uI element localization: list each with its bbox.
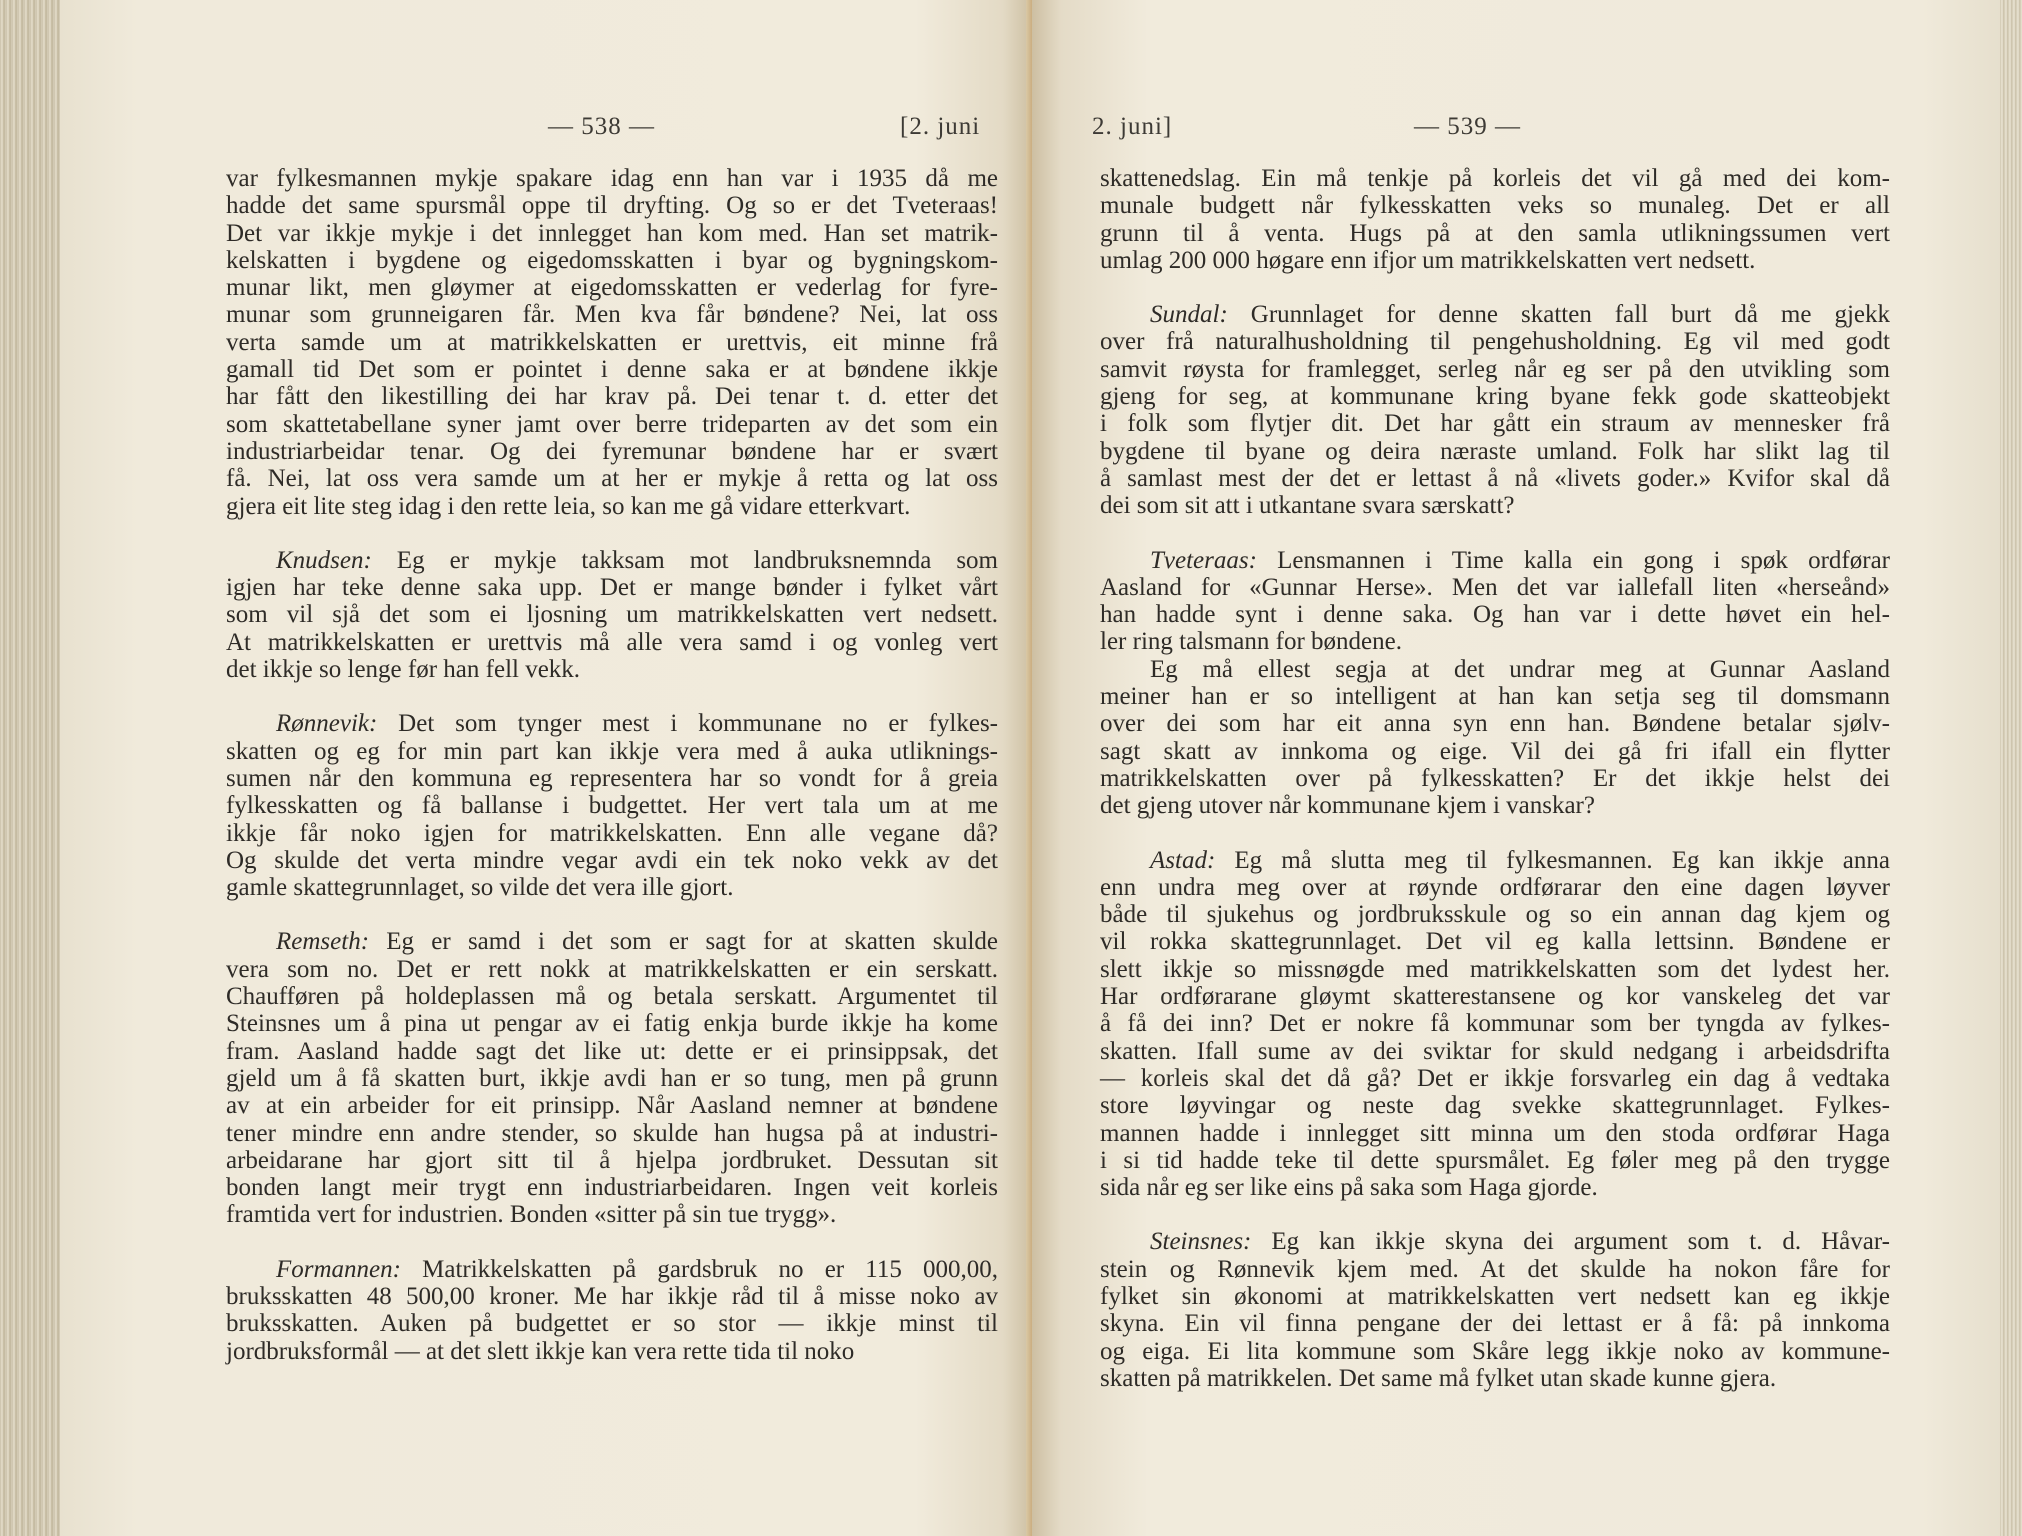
text-line: fylkesskatten og få ballanse i budgettet. Her vert tala um at me [226, 792, 998, 820]
text-line: i si tid hadde teke til dette spursmålet. Eg føler meg på den trygge [1100, 1146, 1890, 1174]
text-line: skatten og eg for min part kan ikkje vera med å auka utliknings- [226, 737, 998, 765]
text-line: dei som sit att i utkantane svara særskatt? [1100, 492, 1515, 520]
text-line: Og skulde det verta mindre vegar avdi ein tek noko vekk av det [226, 846, 998, 874]
text-line: fylket sin økonomi at matrikkelskatten vert nedsett kan eg ikkje [1100, 1282, 1890, 1310]
text-line: meiner han er so intelligent at han kan setja seg til domsmann [1100, 683, 1890, 711]
text-line: å få dei inn? Det er nokre få kommunar som ber tyngda av fylkes- [1100, 1010, 1890, 1038]
text-line: fram. Aasland hadde sagt det like ut: dette er ei prinsippsak, det [226, 1037, 998, 1065]
text-line: bruksskatten. Auken på budgettet er so stor — ikkje minst til [226, 1310, 998, 1338]
right-page-date: 2. juni] [1092, 113, 1173, 140]
text-line: vil rokka skattegrunnlaget. Det vil eg kalla lettsinn. Bøndene er [1100, 928, 1890, 956]
text-line: mannen hadde i innlegget sitt minna um den stoda ordførar Haga [1100, 1119, 1890, 1147]
text-line: samvit røysta for framlegget, serleg når eg ser på den utvikling som [1100, 355, 1890, 383]
speaker-name: Formannen: [276, 1255, 401, 1283]
text-line: han hadde synt i denne saka. Og han var i dette høvet ein hel- [1100, 601, 1890, 629]
text-line: umlag 200 000 høgare enn ifjor um matrikkelskatten vert nedsett. [1100, 246, 1756, 274]
text-line: industriarbeidar tenar. Og dei fyremunar bøndene har er svært [226, 437, 998, 465]
text-line: arbeidarane har gjort sitt til å hjelpa jordbruket. Dessutan sit [226, 1146, 998, 1174]
text-line: bonden langt meir trygt enn industriarbeidaren. Ingen veit korleis [226, 1174, 998, 1202]
text-line: har fått den likestilling dei har krav på. Dei tenar t. d. etter det [226, 383, 998, 411]
text-line: verta samde um at matrikkelskatten er urettvis, eit minne frå [226, 328, 998, 356]
text-line: stein og Rønnevik kjem med. At det skulde ha nokon fåre for [1100, 1255, 1890, 1283]
text-line: gamle skattegrunnlaget, so vilde det vera ille gjort. [226, 874, 734, 902]
paragraph [226, 547, 998, 683]
text-line: skatten. Ifall sume av dei sviktar for skuld nedgang i arbeidsdrifta [1100, 1037, 1890, 1065]
text-line: gjera eit lite steg idag i den rette leia, so kan me gå vidare etterkvart. [226, 492, 911, 520]
text-line [226, 710, 998, 737]
text-line: som skattetabellane syner jamt over berre trideparten av det som ein [226, 410, 998, 438]
text-line: i folk som flytjer dit. Det har gått ein straum av mennesker frå [1100, 410, 1890, 438]
speaker-name: Astad: [1150, 846, 1216, 874]
speaker-name: Steinsnes: [1150, 1228, 1252, 1256]
text-line: igjen har teke denne saka upp. Det er mange bønder i fylket vårt [226, 574, 998, 602]
text-line: Chaufføren på holdeplassen må og betala serskatt. Argumentet til [226, 983, 998, 1011]
text-line [226, 547, 998, 574]
speech-text: Eg er samd i det som er sagt for at skatten skulde [369, 928, 998, 956]
paragraph [226, 928, 998, 1228]
speaker-name: Tveteraas: [1150, 546, 1257, 574]
left-page [60, 0, 1032, 1536]
text-line [226, 1256, 998, 1283]
right-page-number: — 539 — [1414, 113, 1521, 140]
text-line: Steinsnes um å pina ut pengar av ei fatig enkja burde ikkje ha kome [226, 1010, 998, 1038]
speaker-name: Remseth: [276, 928, 370, 956]
text-line: Aasland for «Gunnar Herse». Men det var iallefall liten «herseånd» [1100, 573, 1890, 601]
text-line: kelskatten i bygdene og eigedomsskatten i byar og bygningskom- [226, 246, 998, 274]
paragraph [1100, 301, 1890, 519]
speech-text: Matrikkelskatten på gardsbruk no er 115 000,00, [400, 1255, 998, 1283]
left-page-date: [2. juni [900, 113, 981, 140]
text-line [1100, 301, 1890, 328]
right-page-body [1100, 165, 1890, 1392]
speaker-name: Sundal: [1150, 301, 1228, 329]
text-line: munar likt, men gløymer at eigedomsskatten er vederlag for fyre- [226, 274, 998, 302]
paragraph [1100, 847, 1890, 1202]
text-line [1100, 847, 1890, 874]
text-line: av at ein arbeider for eit prinsipp. Når Aasland nemner at bøndene [226, 1092, 998, 1120]
text-line: det ikkje so lenge før han fell vekk. [226, 656, 581, 684]
text-line: skattenedslag. Ein må tenkje på korleis det vil gå med dei kom- [1100, 165, 1890, 192]
text-line: skyna. Ein vil finna pengane der dei lettast er å få: på innkoma [1100, 1310, 1890, 1338]
paragraph [1100, 165, 1890, 274]
text-line: store løyvingar og neste dag svekke skattegrunnlaget. Fylkes- [1100, 1092, 1890, 1120]
paragraph [1100, 547, 1890, 656]
text-line [1100, 1228, 1890, 1255]
text-line: gamall tid Det som er pointet i denne saka er at bøndene ikkje [226, 356, 998, 384]
text-line: over frå naturalhusholdning til pengehusholdning. Eg vil med godt [1100, 328, 1890, 356]
left-page-number: — 538 — [548, 113, 655, 140]
text-line: At matrikkelskatten er urettvis må alle vera samd i og vonleg vert [226, 628, 998, 656]
text-line: grunn til å venta. Hugs på at den samla utlikningssumen vert [1100, 219, 1890, 247]
speaker-name: Knudsen: [276, 546, 372, 574]
speech-text: Lensmannen i Time kalla ein gong i spøk ordførar [1256, 546, 1890, 574]
text-line: Eg må ellest segja at det undrar meg at Gunnar Aasland [1150, 655, 1890, 683]
speech-text: Eg er mykje takksam mot landbruksnemnda som [371, 546, 998, 574]
text-line: enn undra meg over at røynde ordførarar den eine dagen løyver [1100, 873, 1890, 901]
paragraph [226, 165, 998, 520]
paragraph [1100, 656, 1890, 820]
text-line: slett ikkje so missnøgde med matrikkelskatten som det lydest her. [1100, 955, 1890, 983]
text-line: bygdene til byane og deira næraste umland. Folk har slikt lag til [1100, 437, 1890, 465]
text-line: var fylkesmannen mykje spakare idag enn han var i 1935 då me [226, 165, 998, 192]
speech-text: Det som tynger mest i kommunane no er fylkes- [377, 710, 998, 738]
paragraph [226, 1256, 998, 1365]
text-line: bruksskatten 48 500,00 kroner. Me har ikkje råd til å misse noko av [226, 1282, 998, 1310]
page-edges-right [2000, 0, 2022, 1536]
text-line [1100, 547, 1890, 574]
speech-text: Grunnlaget for denne skatten fall burt då me gjekk [1227, 301, 1890, 329]
text-line: sagt skatt av innkoma og eige. Vil dei gå fri ifall ein flytter [1100, 737, 1890, 765]
speech-text: Eg kan ikkje skyna dei argument som t. d. Håvar- [1251, 1228, 1890, 1256]
text-line: gjeng for seg, at kommunane kring byane fekk gode skatteobjekt [1100, 383, 1890, 411]
text-line: sumen når den kommuna eg representera har so vondt for å greia [226, 764, 998, 792]
text-line: tener mindre enn andre stender, so skulde han hugsa på at industri- [226, 1119, 998, 1147]
text-line: både til sjukehus og jordbruksskule og so ein annan dag kjem og [1100, 901, 1890, 929]
text-line: munale budgett når fylkesskatten veks so munaleg. Det er all [1100, 192, 1890, 220]
text-line [226, 928, 998, 955]
right-page [1032, 0, 2000, 1536]
text-line: få. Nei, lat oss vera samde um at her er mykje å retta og lat oss [226, 465, 998, 493]
text-line: over dei som har eit anna syn enn han. Bøndene betalar sjølv- [1100, 710, 1890, 738]
text-line: som vil sjå det som ei ljosning um matrikkelskatten vert nedsett. [226, 601, 998, 629]
speaker-name: Rønnevik: [276, 710, 378, 738]
text-line: skatten på matrikkelen. Det same må fylket utan skade kunne gjera. [1100, 1364, 1777, 1392]
text-line: ikkje får noko igjen for matrikkelskatten. Enn alle vegane då? [226, 819, 998, 847]
paragraph [226, 710, 998, 901]
text-line: ler ring talsmann for bøndene. [1100, 628, 1402, 656]
text-line: jordbruksformål — at det slett ikkje kan vera rette tida til noko [226, 1337, 855, 1365]
text-line: vera som no. Det er rett nokk at matrikkelskatten er ein serskatt. [226, 955, 998, 983]
left-page-body [226, 165, 998, 1365]
text-line: Det var ikkje mykje i det innlegget han kom med. Han set matrik- [226, 219, 998, 247]
page-edges-left [0, 0, 60, 1536]
speech-text: Eg må slutta meg til fylkesmannen. Eg kan ikkje anna [1215, 846, 1890, 874]
text-line: det gjeng utover når kommunane kjem i vanskar? [1100, 792, 1595, 820]
text-line: hadde det same spursmål oppe til dryfting. Og so er det Tveteraas! [226, 192, 998, 220]
text-line: sida når eg ser like eins på saka som Haga gjorde. [1100, 1174, 1598, 1202]
paragraph [1100, 1228, 1890, 1392]
text-line: Har ordførarane gløymt skatterestansene og kor vanskeleg det var [1100, 983, 1890, 1011]
text-line: munar som grunneigaren får. Men kva får bøndene? Nei, lat oss [226, 301, 998, 329]
text-line: gjeld um å få skatten burt, ikkje avdi han er so tung, men på grunn [226, 1064, 998, 1092]
text-line: — korleis skal det då gå? Det er ikkje forsvarleg ein dag å vedtaka [1100, 1064, 1890, 1092]
text-line: framtida vert for industrien. Bonden «sitter på sin tue trygg». [226, 1201, 837, 1229]
text-line: matrikkelskatten over på fylkesskatten? Er det ikkje helst dei [1100, 764, 1890, 792]
text-line: og eiga. Ei lita kommune som Skåre legg ikkje noko av kommune- [1100, 1337, 1890, 1365]
text-line: å samlast mest der det er lettast å nå «livets goder.» Kvifor skal då [1100, 464, 1890, 492]
